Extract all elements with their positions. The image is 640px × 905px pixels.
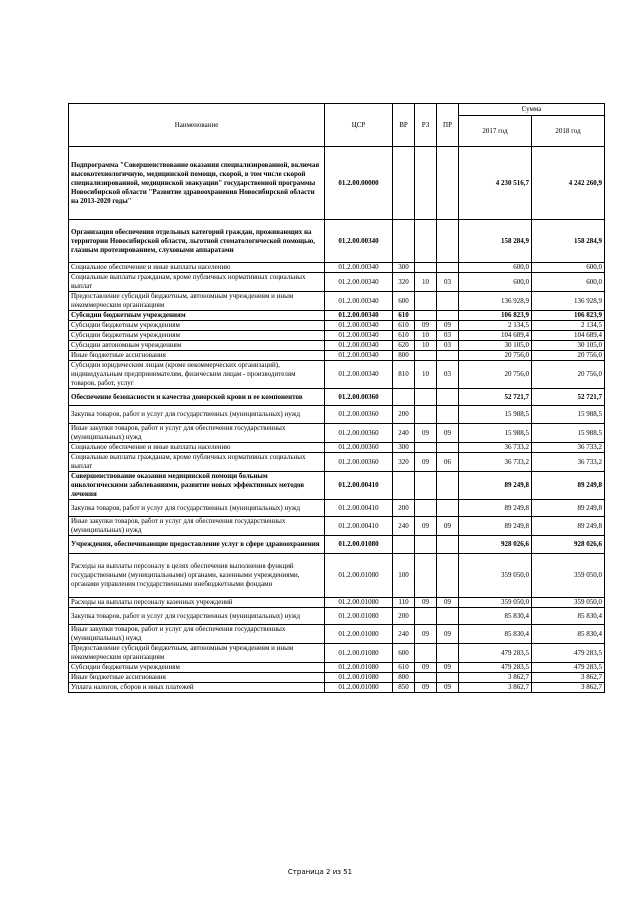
row-sum-2017: 600,0: [459, 273, 532, 292]
row-sum-2017: 89 249,8: [459, 517, 532, 536]
row-csr: 01.2.00.00340: [325, 311, 393, 321]
row-name: Подпрограмма "Совершенствование оказания специализированной, включая высокотехнологичную, медицинской помощи, скорой, в том числе скорой специализированной, медицинской эвакуации" государственной программы Новосибирской области "Развитие здравоохранения Новосибирской области на 2013-2020 годы": [69, 147, 325, 220]
row-rz: [415, 220, 437, 263]
row-sum-2017: 479 283,5: [459, 644, 532, 663]
row-csr: 01.2.00.00340: [325, 263, 393, 273]
row-sum-2018: 3 862,7: [532, 683, 605, 693]
table-row: [69, 608, 605, 625]
row-pr: [437, 389, 459, 406]
table-row: [69, 673, 605, 683]
row-pr: [437, 443, 459, 453]
row-sum-2017: 20 756,0: [459, 351, 532, 361]
row-sum-2018: 359 050,0: [532, 598, 605, 608]
row-csr: 01.2.00.01080: [325, 625, 393, 644]
row-sum-2018: 20 756,0: [532, 361, 605, 389]
row-csr: 01.2.00.00340: [325, 273, 393, 292]
row-csr: 01.2.00.00360: [325, 406, 393, 424]
row-sum-2018: 36 733,2: [532, 443, 605, 453]
table-row: [69, 331, 605, 341]
row-csr: 01.2.00.00340: [325, 361, 393, 389]
row-vr: 100: [393, 554, 415, 598]
row-sum-2017: 928 026,6: [459, 536, 532, 554]
row-name: Предоставление субсидий бюджетным, автономным учреждениям и иным некоммерческим организациям: [69, 644, 325, 663]
row-vr: [393, 472, 415, 500]
table-row: [69, 147, 605, 220]
row-name: Закупка товаров, работ и услуг для государственных (муниципальных) нужд: [69, 500, 325, 517]
table-row: [69, 517, 605, 536]
row-csr: 01.2.00.00340: [325, 220, 393, 263]
row-name: Совершенствование оказания медицинской помощи больным онкологическими заболеваниями, развитие новых эффективных методов лечения: [69, 472, 325, 500]
table-row: [69, 443, 605, 453]
row-vr: [393, 147, 415, 220]
row-csr: 01.2.00.00360: [325, 389, 393, 406]
row-vr: 300: [393, 263, 415, 273]
row-csr: 01.2.00.00360: [325, 453, 393, 472]
row-pr: 09: [437, 683, 459, 693]
table-body: [69, 147, 605, 693]
row-vr: 610: [393, 321, 415, 331]
row-sum-2018: 89 249,8: [532, 472, 605, 500]
row-sum-2018: 89 249,8: [532, 517, 605, 536]
row-sum-2018: 15 988,5: [532, 424, 605, 443]
row-sum-2018: 600,0: [532, 273, 605, 292]
row-csr: 01.2.00.00410: [325, 500, 393, 517]
row-pr: [437, 263, 459, 273]
row-pr: [437, 608, 459, 625]
row-pr: [437, 536, 459, 554]
table-row: [69, 273, 605, 292]
row-vr: 800: [393, 351, 415, 361]
row-csr: 01.2.00.00360: [325, 443, 393, 453]
table-row: [69, 341, 605, 351]
row-name: Закупка товаров, работ и услуг для государственных (муниципальных) нужд: [69, 406, 325, 424]
row-vr: 610: [393, 331, 415, 341]
row-name: Уплата налогов, сборов и иных платежей: [69, 683, 325, 693]
row-pr: [437, 554, 459, 598]
row-name: Обеспечение безопасности и качества донорской крови и ее компонентов: [69, 389, 325, 406]
row-name: Субсидии автономным учреждениям: [69, 341, 325, 351]
row-rz: [415, 292, 437, 311]
row-rz: [415, 644, 437, 663]
table-row: [69, 389, 605, 406]
row-sum-2018: 85 830,4: [532, 608, 605, 625]
row-rz: [415, 263, 437, 273]
row-sum-2018: 928 026,6: [532, 536, 605, 554]
row-pr: [437, 500, 459, 517]
table-row: [69, 554, 605, 598]
row-pr: 06: [437, 453, 459, 472]
row-sum-2017: 20 756,0: [459, 361, 532, 389]
row-csr: 01.2.00.01080: [325, 554, 393, 598]
row-pr: [437, 147, 459, 220]
row-sum-2017: 359 050,0: [459, 598, 532, 608]
row-csr: 01.2.00.00360: [325, 424, 393, 443]
row-sum-2018: 52 721,7: [532, 389, 605, 406]
row-sum-2017: 89 249,8: [459, 472, 532, 500]
row-sum-2018: 479 283,5: [532, 644, 605, 663]
row-vr: 240: [393, 424, 415, 443]
row-rz: [415, 536, 437, 554]
row-name: Расходы на выплаты персоналу казенных учреждений: [69, 598, 325, 608]
header-year-2017: 2017 год: [459, 116, 532, 147]
header-pr: ПР: [437, 104, 459, 147]
row-sum-2018: 136 928,9: [532, 292, 605, 311]
row-sum-2017: 36 733,2: [459, 443, 532, 453]
row-csr: 01.2.00.00000: [325, 147, 393, 220]
row-name: Субсидии бюджетным учреждениям: [69, 321, 325, 331]
table-row: [69, 625, 605, 644]
row-vr: 610: [393, 663, 415, 673]
row-name: Предоставление субсидий бюджетным, автономным учреждениям и иным некоммерческим организациям: [69, 292, 325, 311]
row-pr: [437, 311, 459, 321]
row-vr: 600: [393, 644, 415, 663]
row-name: Закупка товаров, работ и услуг для государственных (муниципальных) нужд: [69, 608, 325, 625]
table-row: [69, 220, 605, 263]
row-rz: 09: [415, 424, 437, 443]
header-rz: РЗ: [415, 104, 437, 147]
row-rz: 09: [415, 663, 437, 673]
row-rz: [415, 500, 437, 517]
row-rz: 10: [415, 341, 437, 351]
row-rz: 10: [415, 331, 437, 341]
row-sum-2017: 2 134,5: [459, 321, 532, 331]
page-number: Страница 2 из 51: [287, 868, 353, 876]
row-sum-2017: 158 284,9: [459, 220, 532, 263]
row-rz: 09: [415, 625, 437, 644]
row-sum-2018: 479 283,5: [532, 663, 605, 673]
row-name: Иные закупки товаров, работ и услуг для обеспечения государственных (муниципальных) нужд: [69, 625, 325, 644]
row-sum-2017: 3 862,7: [459, 673, 532, 683]
row-name: Организация обеспечения отдельных категорий граждан, проживающих на территории Новосибирской области, льготной стоматологической помощью, глазным протезированием, слуховыми аппаратами: [69, 220, 325, 263]
row-rz: [415, 673, 437, 683]
table-row: [69, 406, 605, 424]
row-pr: [437, 406, 459, 424]
table-row: [69, 683, 605, 693]
row-pr: 03: [437, 273, 459, 292]
row-sum-2018: 158 284,9: [532, 220, 605, 263]
row-vr: 300: [393, 443, 415, 453]
row-sum-2017: 52 721,7: [459, 389, 532, 406]
row-pr: 09: [437, 663, 459, 673]
row-pr: [437, 673, 459, 683]
row-vr: 200: [393, 608, 415, 625]
row-sum-2017: 104 689,4: [459, 331, 532, 341]
table-row: [69, 424, 605, 443]
header-vr: ВР: [393, 104, 415, 147]
row-rz: [415, 443, 437, 453]
row-name: Учреждения, обеспечивающие предоставление услуг в сфере здравоохранения: [69, 536, 325, 554]
row-rz: [415, 311, 437, 321]
row-csr: 01.2.00.00340: [325, 292, 393, 311]
row-sum-2017: 85 830,4: [459, 608, 532, 625]
row-rz: 09: [415, 321, 437, 331]
row-name: Субсидии бюджетным учреждениям: [69, 663, 325, 673]
row-pr: [437, 472, 459, 500]
row-name: Субсидии юридическим лицам (кроме некоммерческих организаций), индивидуальным предпринимателям, физическим лицам - производителям товаров, работ, услуг: [69, 361, 325, 389]
row-name: Субсидии бюджетным учреждениям: [69, 331, 325, 341]
row-pr: 09: [437, 424, 459, 443]
row-pr: 03: [437, 361, 459, 389]
row-vr: [393, 389, 415, 406]
row-rz: 09: [415, 683, 437, 693]
row-pr: 09: [437, 625, 459, 644]
row-vr: 610: [393, 311, 415, 321]
budget-table: [68, 103, 605, 693]
row-vr: 110: [393, 598, 415, 608]
row-pr: 03: [437, 331, 459, 341]
table-row: [69, 453, 605, 472]
row-vr: 320: [393, 453, 415, 472]
row-sum-2017: 106 823,9: [459, 311, 532, 321]
row-rz: 10: [415, 273, 437, 292]
table-row: [69, 263, 605, 273]
row-sum-2017: 36 733,2: [459, 453, 532, 472]
row-name: Социальные выплаты гражданам, кроме публичных нормативных социальных выплат: [69, 453, 325, 472]
row-csr: 01.2.00.00410: [325, 472, 393, 500]
row-rz: [415, 472, 437, 500]
row-pr: [437, 351, 459, 361]
header-csr: ЦСР: [325, 104, 393, 147]
row-sum-2018: 4 242 260,9: [532, 147, 605, 220]
row-pr: 03: [437, 341, 459, 351]
row-sum-2018: 36 733,2: [532, 453, 605, 472]
row-vr: 600: [393, 292, 415, 311]
row-vr: 620: [393, 341, 415, 351]
row-vr: 810: [393, 361, 415, 389]
row-name: Социальные выплаты гражданам, кроме публичных нормативных социальных выплат: [69, 273, 325, 292]
row-sum-2018: 2 134,5: [532, 321, 605, 331]
row-rz: [415, 554, 437, 598]
row-rz: 09: [415, 453, 437, 472]
row-sum-2018: 15 988,5: [532, 406, 605, 424]
row-name: Иные бюджетные ассигнования: [69, 673, 325, 683]
row-sum-2018: 30 105,0: [532, 341, 605, 351]
row-name: Расходы на выплаты персоналу в целях обеспечения выполнения функций государственными (муниципальными) органами, казенными учреждениями, органами управления государственными внебюджетными фондами: [69, 554, 325, 598]
header-name: Наименование: [69, 104, 325, 147]
row-vr: [393, 536, 415, 554]
row-sum-2017: 89 249,8: [459, 500, 532, 517]
row-sum-2017: 15 988,5: [459, 424, 532, 443]
table-row: [69, 663, 605, 673]
table-row: [69, 536, 605, 554]
row-sum-2018: 20 756,0: [532, 351, 605, 361]
row-name: Иные закупки товаров, работ и услуг для обеспечения государственных (муниципальных) нужд: [69, 517, 325, 536]
row-name: Иные закупки товаров, работ и услуг для обеспечения государственных (муниципальных) нужд: [69, 424, 325, 443]
row-sum-2018: 3 862,7: [532, 673, 605, 683]
row-csr: 01.2.00.00340: [325, 321, 393, 331]
row-rz: [415, 389, 437, 406]
table-row: [69, 361, 605, 389]
table-row: [69, 351, 605, 361]
row-sum-2018: 89 249,8: [532, 500, 605, 517]
row-name: Социальное обеспечение и иные выплаты населению: [69, 263, 325, 273]
row-sum-2017: 4 230 516,7: [459, 147, 532, 220]
table-row: [69, 472, 605, 500]
header-sum: Сумма: [459, 104, 605, 116]
row-sum-2017: 30 105,0: [459, 341, 532, 351]
row-sum-2018: 106 823,9: [532, 311, 605, 321]
row-sum-2017: 600,0: [459, 263, 532, 273]
row-vr: 240: [393, 517, 415, 536]
row-name: Социальное обеспечение и иные выплаты населению: [69, 443, 325, 453]
row-vr: [393, 220, 415, 263]
row-csr: 01.2.00.01080: [325, 608, 393, 625]
row-rz: [415, 608, 437, 625]
row-csr: 01.2.00.00340: [325, 351, 393, 361]
row-vr: 800: [393, 673, 415, 683]
row-name: Иные бюджетные ассигнования: [69, 351, 325, 361]
row-pr: 09: [437, 517, 459, 536]
table-row: [69, 644, 605, 663]
row-pr: [437, 292, 459, 311]
row-name: Субсидии бюджетным учреждениям: [69, 311, 325, 321]
row-sum-2017: 15 988,5: [459, 406, 532, 424]
row-sum-2018: 359 050,0: [532, 554, 605, 598]
row-csr: 01.2.00.01080: [325, 673, 393, 683]
row-rz: 09: [415, 598, 437, 608]
row-pr: [437, 644, 459, 663]
row-csr: 01.2.00.00410: [325, 517, 393, 536]
table-row: [69, 311, 605, 321]
row-vr: 240: [393, 625, 415, 644]
row-sum-2018: 104 689,4: [532, 331, 605, 341]
row-sum-2017: 136 928,9: [459, 292, 532, 311]
row-vr: 200: [393, 500, 415, 517]
row-sum-2017: 85 830,4: [459, 625, 532, 644]
row-rz: [415, 147, 437, 220]
row-csr: 01.2.00.01080: [325, 598, 393, 608]
row-pr: 09: [437, 598, 459, 608]
header-year-2018: 2018 год: [532, 116, 605, 147]
table-row: [69, 500, 605, 517]
row-sum-2017: 3 862,7: [459, 683, 532, 693]
row-rz: 10: [415, 361, 437, 389]
row-csr: 01.2.00.01080: [325, 663, 393, 673]
row-rz: [415, 351, 437, 361]
row-rz: 09: [415, 517, 437, 536]
table-row: [69, 321, 605, 331]
table-row: [69, 292, 605, 311]
row-vr: 200: [393, 406, 415, 424]
row-rz: [415, 406, 437, 424]
row-pr: 09: [437, 321, 459, 331]
row-vr: 850: [393, 683, 415, 693]
row-vr: 320: [393, 273, 415, 292]
row-csr: 01.2.00.00340: [325, 331, 393, 341]
row-csr: 01.2.00.01080: [325, 644, 393, 663]
table-row: [69, 598, 605, 608]
row-sum-2017: 479 283,5: [459, 663, 532, 673]
row-sum-2017: 359 050,0: [459, 554, 532, 598]
row-sum-2018: 600,0: [532, 263, 605, 273]
row-csr: 01.2.00.01080: [325, 683, 393, 693]
row-csr: 01.2.00.01080: [325, 536, 393, 554]
row-csr: 01.2.00.00340: [325, 341, 393, 351]
row-pr: [437, 220, 459, 263]
row-sum-2018: 85 830,4: [532, 625, 605, 644]
table-header: [69, 104, 605, 147]
